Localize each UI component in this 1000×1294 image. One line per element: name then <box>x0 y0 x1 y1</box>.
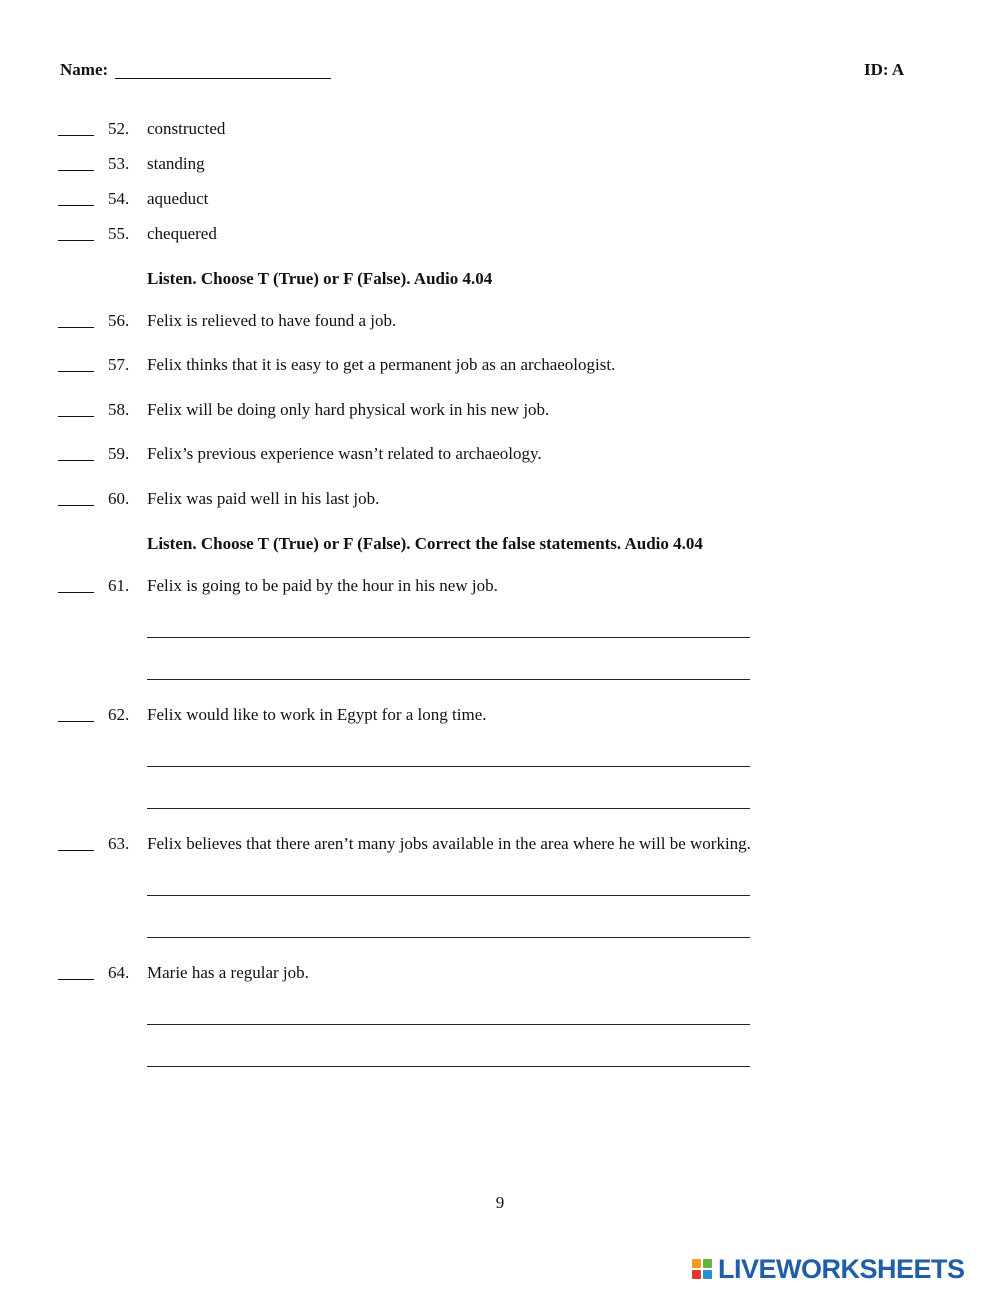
logo-square-green <box>703 1259 712 1268</box>
question-text: Felix is relieved to have found a job. <box>147 311 397 330</box>
answer-blank[interactable] <box>58 327 94 328</box>
answer-blank[interactable] <box>58 416 94 417</box>
question-number: 59. <box>108 444 130 463</box>
answer-blank[interactable] <box>58 505 94 506</box>
answer-blank[interactable] <box>58 850 94 851</box>
question-number: 57. <box>108 355 130 374</box>
question-text: Felix will be doing only hard physical work in his new job. <box>147 400 550 419</box>
correction-line[interactable] <box>147 637 750 638</box>
logo-square-red <box>692 1270 701 1279</box>
question-text: chequered <box>147 224 217 243</box>
question-text: Felix was paid well in his last job. <box>147 489 380 508</box>
liveworksheets-logo <box>692 1254 965 1284</box>
section-instruction: Listen. Choose T (True) or F (False). Audio 4.04 <box>147 269 493 288</box>
question-text: Felix’s previous experience wasn’t related to archaeology. <box>147 444 542 463</box>
question-number: 58. <box>108 400 130 419</box>
liveworksheets-logo-icon <box>692 1259 712 1279</box>
answer-blank[interactable] <box>58 592 94 593</box>
brand-name: LIVEWORKSHEETS <box>718 1253 965 1284</box>
name-input-line[interactable] <box>115 78 331 79</box>
correction-line[interactable] <box>147 1066 750 1067</box>
question-text: Felix thinks that it is easy to get a permanent job as an archaeologist. <box>147 355 616 374</box>
id-label: ID: A <box>864 60 905 79</box>
logo-square-orange <box>692 1259 701 1268</box>
question-number: 61. <box>108 576 130 595</box>
answer-blank[interactable] <box>58 721 94 722</box>
question-text: Felix is going to be paid by the hour in his new job. <box>147 576 498 595</box>
question-text: constructed <box>147 119 226 138</box>
question-text: Felix believes that there aren’t many jobs available in the area where he will be working. <box>147 834 751 853</box>
answer-blank[interactable] <box>58 205 94 206</box>
correction-line[interactable] <box>147 895 750 896</box>
answer-blank[interactable] <box>58 979 94 980</box>
question-number: 55. <box>108 224 130 243</box>
name-label: Name: <box>60 60 109 79</box>
question-number: 63. <box>108 834 130 853</box>
question-number: 53. <box>108 154 130 173</box>
logo-square-blue <box>703 1270 712 1279</box>
page-number: 9 <box>495 1193 505 1212</box>
answer-blank[interactable] <box>58 170 94 171</box>
correction-line[interactable] <box>147 1024 750 1025</box>
question-number: 52. <box>108 119 130 138</box>
question-text: aqueduct <box>147 189 209 208</box>
correction-line[interactable] <box>147 937 750 938</box>
question-number: 62. <box>108 705 130 724</box>
question-number: 56. <box>108 311 130 330</box>
answer-blank[interactable] <box>58 135 94 136</box>
answer-blank[interactable] <box>58 371 94 372</box>
question-text: standing <box>147 154 205 173</box>
section-instruction: Listen. Choose T (True) or F (False). Correct the false statements. Audio 4.04 <box>147 534 703 553</box>
correction-line[interactable] <box>147 766 750 767</box>
question-number: 64. <box>108 963 130 982</box>
answer-blank[interactable] <box>58 460 94 461</box>
answer-blank[interactable] <box>58 240 94 241</box>
question-number: 54. <box>108 189 130 208</box>
question-text: Marie has a regular job. <box>147 963 309 982</box>
question-text: Felix would like to work in Egypt for a long time. <box>147 705 487 724</box>
question-number: 60. <box>108 489 130 508</box>
correction-line[interactable] <box>147 808 750 809</box>
correction-line[interactable] <box>147 679 750 680</box>
